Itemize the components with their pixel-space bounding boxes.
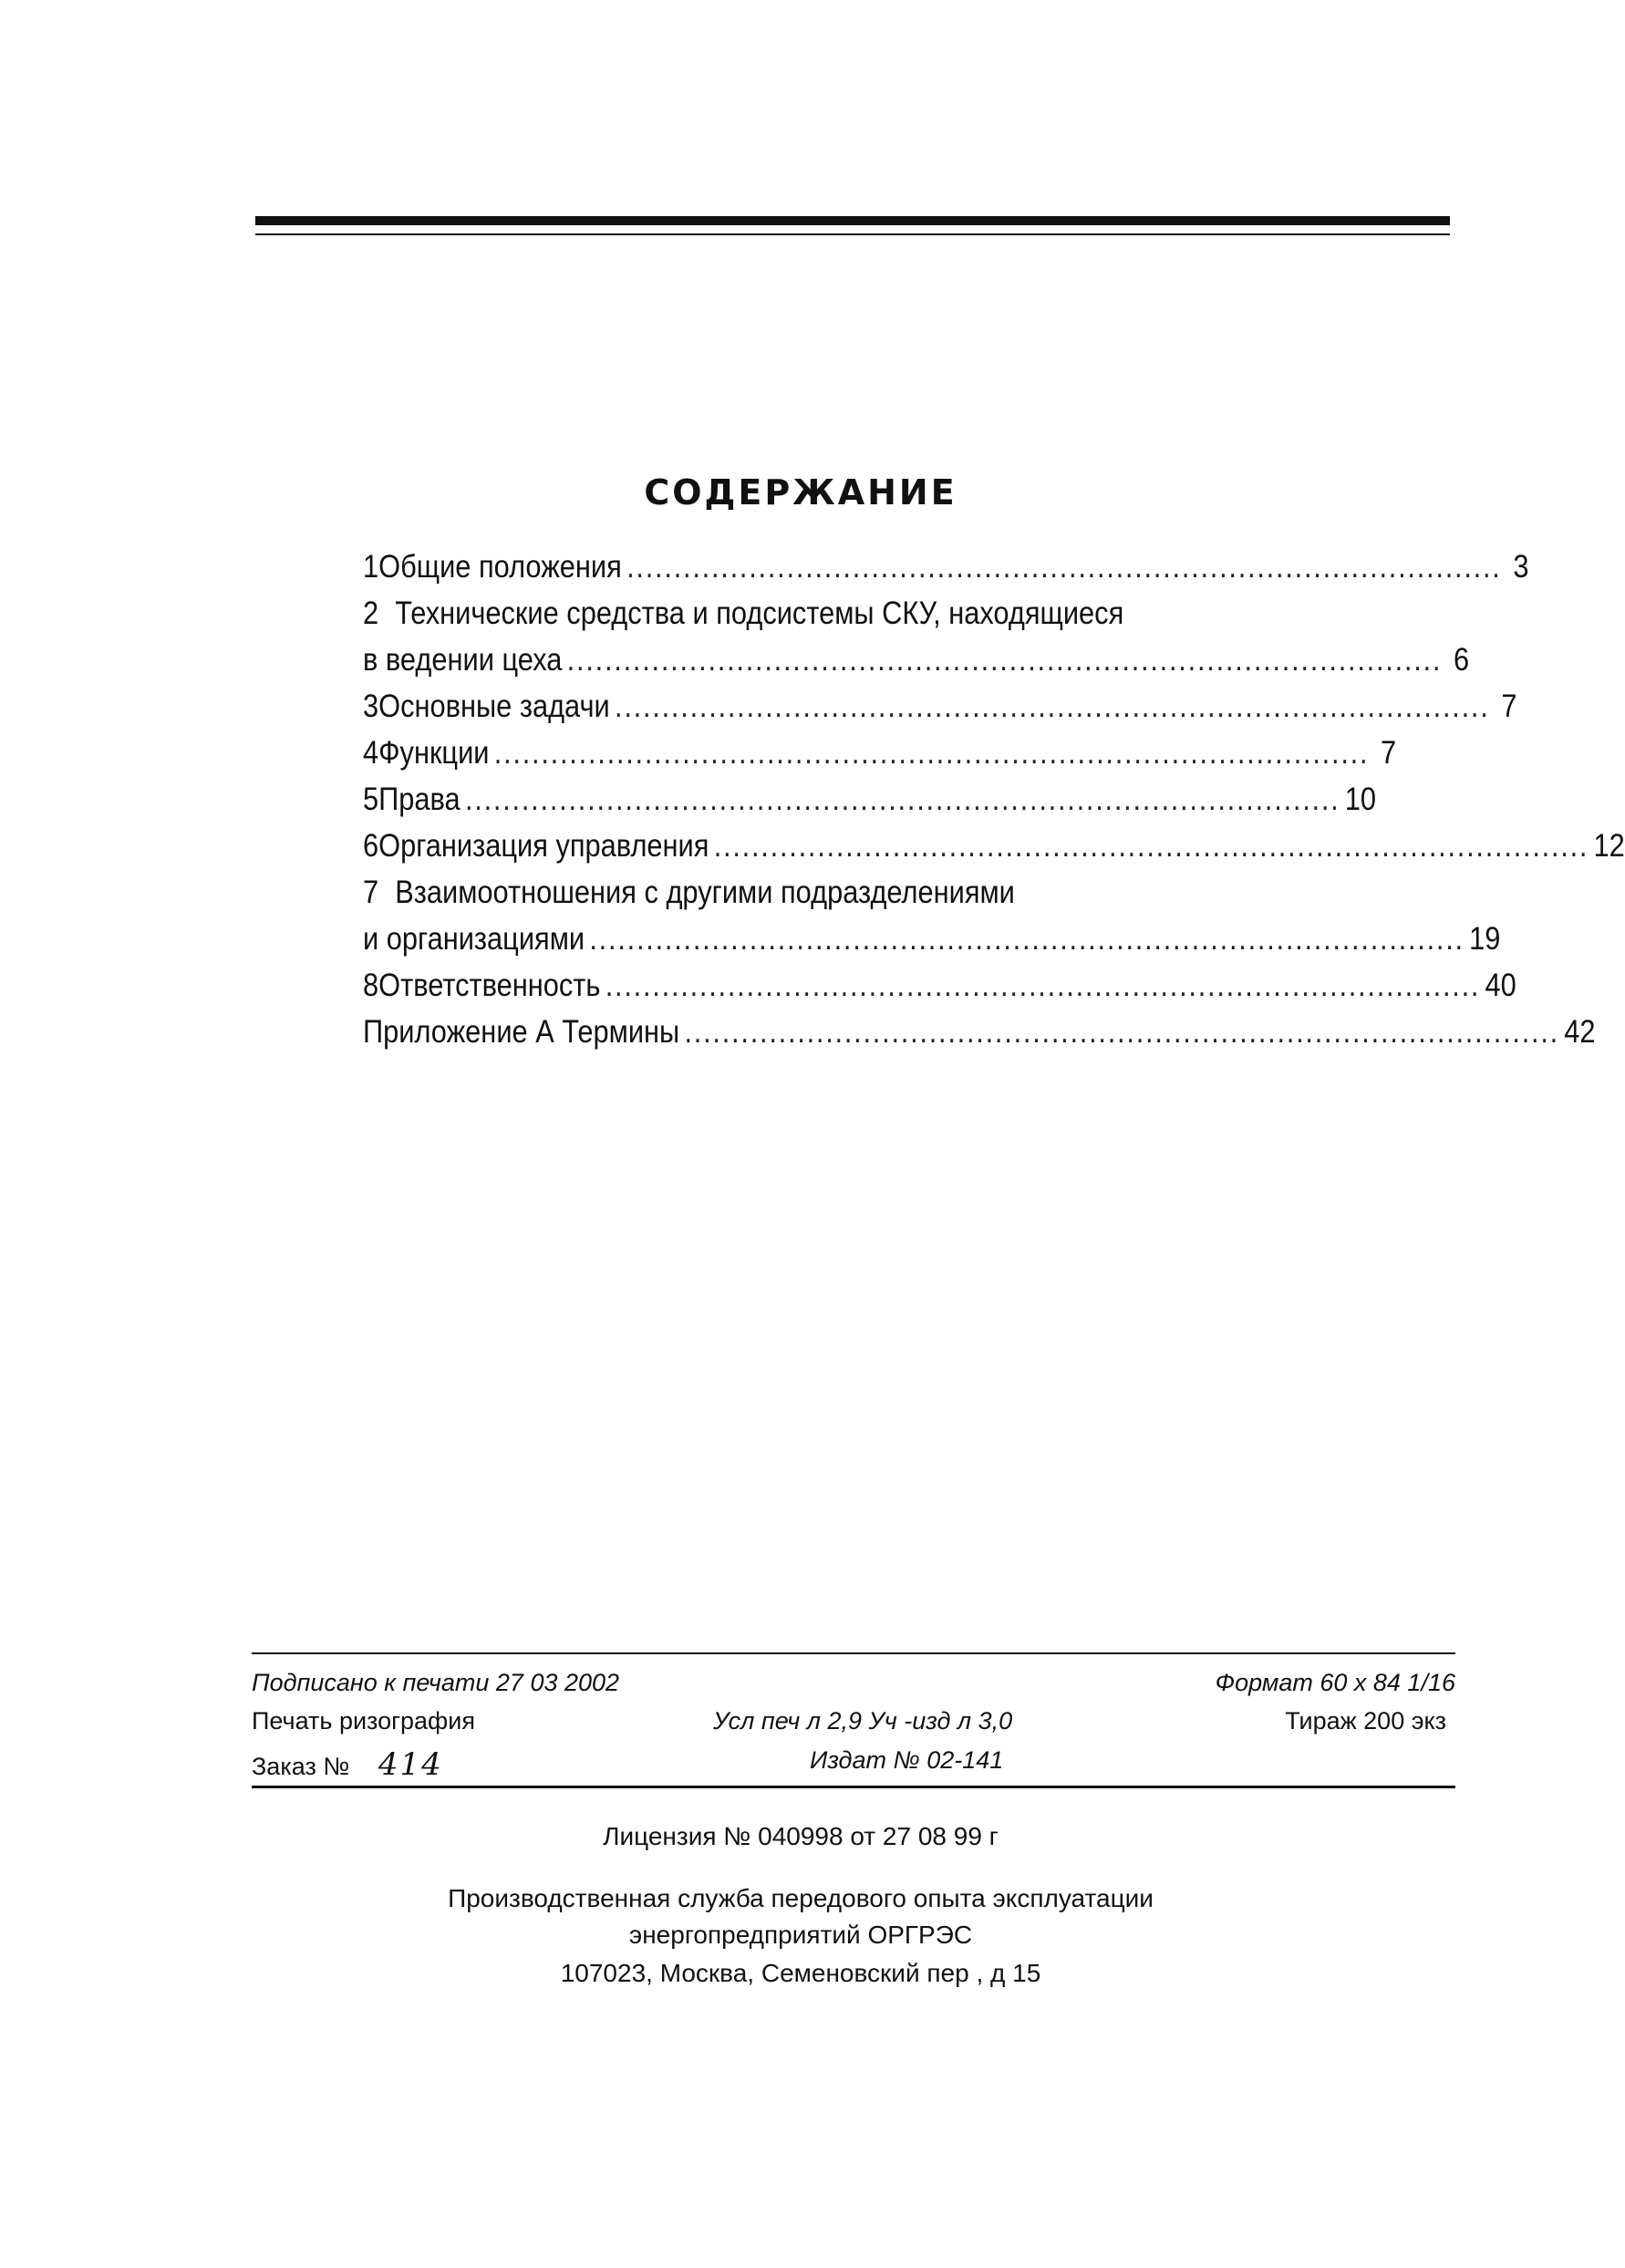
toc-entry-number: 5 bbox=[363, 782, 379, 817]
header-rule-thick bbox=[255, 216, 1450, 225]
toc-entry-text: и организациями bbox=[363, 921, 585, 957]
toc-leader: ............................................................................................. bbox=[713, 828, 1589, 864]
toc-leader: ............................................................................................. bbox=[615, 689, 1490, 724]
toc-entry-2 bbox=[363, 595, 1165, 642]
toc-entry-number: 4 bbox=[363, 735, 379, 771]
toc-leader: ............................................................................................. bbox=[464, 782, 1340, 817]
publisher-number: Издат № 02-141 bbox=[810, 1746, 1004, 1774]
toc-entry-page: 3 bbox=[1513, 549, 1529, 585]
sheets: Усл печ л 2,9 Уч -изд л 3,0 bbox=[713, 1707, 1013, 1735]
toc-entry-text: Основные задачи bbox=[378, 689, 610, 724]
toc-entry-text: в ведении цеха bbox=[363, 642, 563, 678]
toc-entry-page: 7 bbox=[1381, 735, 1397, 771]
signed-date: 27 03 2002 bbox=[495, 1669, 620, 1696]
toc-leader: ............................................................................................. bbox=[589, 921, 1465, 957]
toc-entry-page: 7 bbox=[1501, 689, 1517, 724]
publisher-address: 107023, Москва, Семеновский пер , д 15 bbox=[560, 1959, 1041, 1987]
toc-entry-page: 19 bbox=[1469, 921, 1501, 957]
toc-entry-number: 7 bbox=[363, 875, 379, 910]
toc-entry-page: 42 bbox=[1564, 1014, 1596, 1050]
toc-entry-text: Права bbox=[378, 782, 461, 817]
toc-entry-text: Организация управления bbox=[378, 828, 709, 864]
toc-entry-number: 2 bbox=[363, 595, 379, 631]
toc-entry-page: 6 bbox=[1453, 642, 1470, 678]
toc-entry-1 bbox=[363, 549, 1529, 595]
toc-entry-7-cont bbox=[363, 921, 1501, 968]
order bbox=[252, 1746, 443, 1783]
table-of-contents bbox=[363, 549, 1625, 1061]
toc-entry-4 bbox=[363, 735, 1397, 782]
toc-leader: ............................................................................................. bbox=[626, 549, 1502, 585]
toc-entry-6 bbox=[363, 828, 1625, 875]
toc-entry-page: 10 bbox=[1344, 782, 1377, 817]
toc-entry-text: Технические средства и подсистемы СКУ, находящиеся bbox=[395, 595, 1124, 631]
toc-entry-text: Ответственность bbox=[378, 968, 601, 1003]
imprint-block bbox=[252, 1652, 1455, 1783]
publisher-line-2: энергопредприятий ОРГРЭС bbox=[628, 1921, 973, 1949]
imprint-rule-top bbox=[252, 1652, 1455, 1654]
license: Лицензия № 040998 от 27 08 99 г bbox=[603, 1822, 999, 1850]
toc-entry-text: Функции bbox=[378, 735, 490, 771]
publisher-line-1: Производственная служба передового опыта эксплуатации bbox=[448, 1884, 1154, 1912]
toc-leader: ............................................................................................. bbox=[684, 1014, 1559, 1050]
toc-entry-7 bbox=[363, 875, 1165, 921]
print-run: Тираж 200 экз bbox=[1285, 1707, 1446, 1735]
toc-entry-2-cont bbox=[363, 642, 1470, 689]
toc-entry-text: Общие положения bbox=[378, 549, 622, 585]
toc-title: СОДЕРЖАНИЕ bbox=[644, 472, 957, 513]
order-number: 414 bbox=[378, 1746, 443, 1783]
toc-entry-number: 6 bbox=[363, 828, 379, 864]
toc-entry-5 bbox=[363, 782, 1377, 828]
toc-entry-appendix bbox=[363, 1014, 1596, 1061]
order-label: Заказ № bbox=[252, 1753, 350, 1780]
toc-leader: ............................................................................................. bbox=[493, 735, 1370, 771]
toc-entry-text: Взаимоотношения с другими подразделениями bbox=[395, 875, 1015, 910]
header-rule-thin bbox=[255, 233, 1450, 235]
signed-label: Подписано к печати bbox=[252, 1669, 490, 1696]
toc-entry-page: 12 bbox=[1593, 828, 1625, 864]
imprint-rule-bottom bbox=[252, 1786, 1455, 1788]
toc-entry-page: 40 bbox=[1485, 968, 1516, 1003]
toc-entry-text: Приложение А Термины bbox=[363, 1014, 680, 1050]
toc-entry-number: 3 bbox=[363, 689, 379, 724]
toc-entry-3 bbox=[363, 689, 1517, 735]
signed-to-print bbox=[252, 1669, 619, 1697]
toc-entry-8 bbox=[363, 968, 1516, 1014]
toc-entry-number: 8 bbox=[363, 968, 379, 1003]
toc-entry-number: 1 bbox=[363, 549, 379, 585]
format: Формат 60 х 84 1/16 bbox=[1215, 1669, 1455, 1696]
toc-leader: ............................................................................................. bbox=[566, 642, 1443, 678]
toc-leader: ............................................................................................. bbox=[605, 968, 1481, 1003]
print-type: Печать ризография bbox=[252, 1707, 475, 1735]
